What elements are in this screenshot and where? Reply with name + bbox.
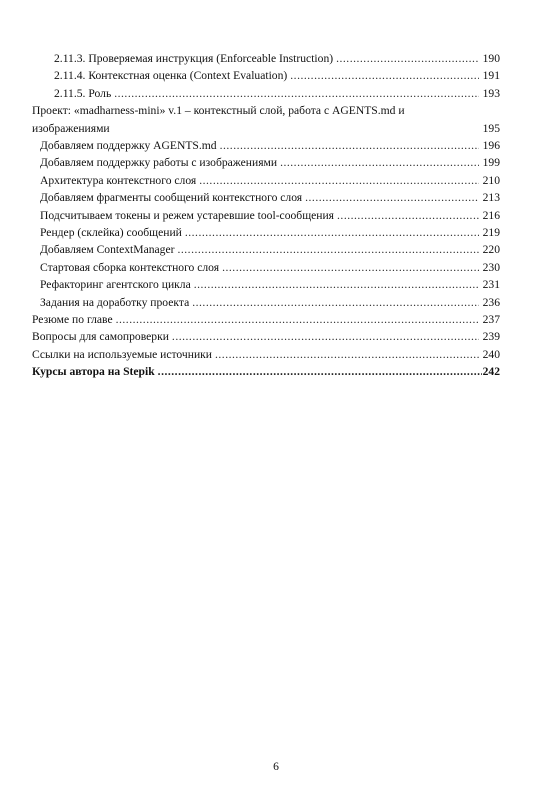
- toc-leader-dots: [336, 50, 479, 67]
- toc-entry-page: 242: [482, 365, 500, 379]
- toc-entry-page: 210: [482, 173, 500, 187]
- toc-leader-dots: [280, 154, 479, 171]
- toc-entry-page: 199: [482, 156, 500, 170]
- toc-entry-label: Резюме по главе: [32, 312, 113, 326]
- toc-entry-page: 191: [482, 69, 500, 83]
- toc-entry[interactable]: [40, 241, 500, 258]
- toc-entry[interactable]: [40, 224, 500, 241]
- toc-entry[interactable]: [40, 137, 500, 154]
- toc-leader-dots: [185, 224, 479, 241]
- toc-entry-label: 2.11.3. Проверяемая инструкция (Enforceable Instruction): [54, 52, 334, 65]
- toc-entry[interactable]: [40, 172, 500, 189]
- toc-entry[interactable]: [54, 67, 500, 84]
- toc-entry-label: Вопросы для самопроверки: [32, 330, 169, 344]
- toc-entry-label: Курсы автора на Stepik: [32, 365, 155, 379]
- toc-entry-page: 230: [482, 260, 500, 274]
- page-number: 6: [273, 760, 279, 773]
- toc-entry-label-line1: Проект: «madharness-mini» v.1 – контекстный слой, работа с AGENTS.md и: [32, 104, 405, 118]
- toc-entry[interactable]: [40, 276, 500, 293]
- toc-entry-page: 240: [482, 347, 500, 361]
- toc-entry-label-line2: изображениями: [32, 121, 110, 135]
- toc-entry[interactable]: [32, 311, 500, 328]
- toc-leader-dots: [158, 363, 482, 380]
- toc-entry-page: 219: [482, 225, 500, 239]
- toc-entry[interactable]: [40, 259, 500, 276]
- toc-leader-dots: [194, 276, 479, 293]
- toc-entry[interactable]: [32, 328, 500, 345]
- toc-entry-label: Добавляем фрагменты сообщений контекстного слоя: [40, 191, 303, 205]
- toc-entry-label: Добавляем поддержку AGENTS.md: [40, 138, 217, 152]
- toc-entry-page: 239: [482, 330, 500, 344]
- toc-entry-label: 2.11.4. Контекстная оценка (Context Evaluation): [54, 69, 288, 83]
- toc-entry-page: 193: [482, 86, 500, 100]
- toc-entry-page: 236: [482, 295, 500, 309]
- toc-entry-page: 237: [482, 312, 500, 326]
- toc-entry[interactable]: [54, 85, 500, 102]
- toc-leader-dots: [222, 259, 479, 276]
- toc-entry-page: 190: [482, 52, 500, 65]
- toc-entry[interactable]: [40, 294, 500, 311]
- toc-entry-page: 196: [482, 138, 500, 152]
- toc-leader-dots: [172, 328, 479, 345]
- toc-entry-label: Рефакторинг агентского цикла: [40, 278, 191, 292]
- toc-entry-label: 2.11.5. Роль: [54, 86, 112, 100]
- toc-leader-dots: [177, 241, 479, 258]
- toc-leader-dots: [337, 207, 479, 224]
- toc-entry-label: Подсчитываем токены и режем устаревшие tool-сообщения: [40, 208, 335, 222]
- toc-entry-label: Рендер (склейка) сообщений: [40, 225, 182, 239]
- toc-entry-page: 231: [482, 278, 500, 292]
- toc-leader-dots: [305, 189, 479, 206]
- toc-entry-label: Стартовая сборка контекстного слоя: [40, 260, 220, 274]
- toc-leader-dots: [116, 311, 479, 328]
- toc-entry-page: 213: [482, 191, 500, 205]
- toc-entry-project[interactable]: [32, 102, 500, 137]
- toc-entry[interactable]: [40, 207, 500, 224]
- toc-leader-dots: [199, 172, 479, 189]
- toc-leader-dots: [114, 85, 479, 102]
- toc-entry-page: 195: [482, 121, 500, 135]
- toc-leader-dots: [220, 137, 479, 154]
- toc-leader-dots: [215, 346, 479, 363]
- toc-entry[interactable]: [32, 346, 500, 363]
- toc-leader-dots: [290, 67, 479, 84]
- toc-entry-label: Добавляем ContextManager: [40, 243, 175, 257]
- toc-entry-label: Задания на доработку проекта: [40, 295, 190, 309]
- toc-entry[interactable]: [40, 189, 500, 206]
- toc-entry[interactable]: [40, 154, 500, 171]
- toc-entry-label: Архитектура контекстного слоя: [40, 173, 197, 187]
- toc-entry-page: 220: [482, 243, 500, 257]
- toc-entry-label: Ссылки на используемые источники: [32, 347, 212, 361]
- toc-entry-courses[interactable]: [32, 363, 500, 380]
- toc-entry-page: 216: [482, 208, 500, 222]
- toc-entry[interactable]: [54, 50, 500, 67]
- table-of-contents: [32, 50, 500, 380]
- toc-leader-dots: [192, 294, 479, 311]
- toc-entry-label: Добавляем поддержку работы с изображениями: [40, 156, 278, 170]
